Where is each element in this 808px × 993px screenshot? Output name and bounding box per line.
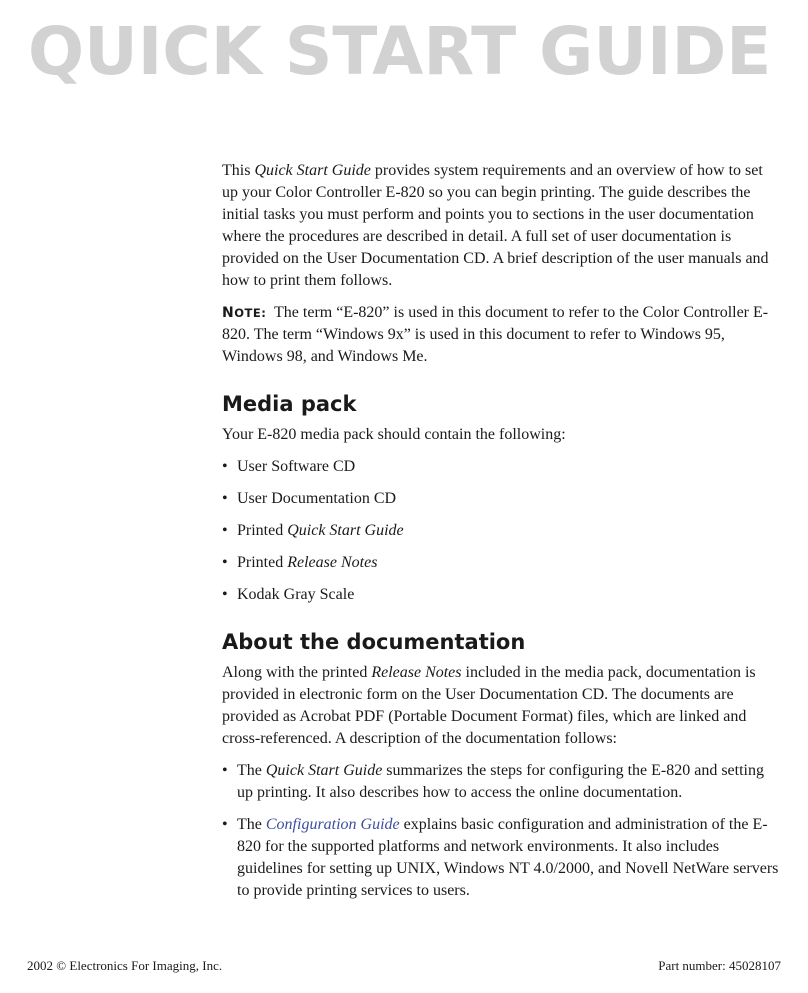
- configuration-guide-link[interactable]: Configuration Guide: [265, 816, 400, 833]
- footer-part-number: Part number: 45028107: [658, 958, 781, 973]
- bullet-icon: •: [222, 816, 228, 833]
- intro-text-rest: provides system requirements and an overview of how to set up your Color Controller E-820 so you can begin printing. The guide describes the initial tasks you must perform and points you to sections in the user documentation where the procedures are described in detail. A full set of user documentation is provided on the User Documentation CD. A brief description of the user manuals and how to print them follows.: [222, 162, 769, 289]
- main-content: [222, 160, 782, 902]
- release-notes-title: Release Notes: [371, 664, 462, 681]
- media-pack-list: [222, 456, 782, 606]
- list-item: • Kodak Gray Scale: [222, 584, 782, 606]
- list-item: • The Configuration Guide explains basic configuration and administration of the E-820 for the supported platforms and network environments. It also includes guidelines for setting up UNIX, Windows NT 4.0/2000, and Novell NetWare servers to provide printing services to users.: [222, 816, 779, 899]
- bullet-icon: •: [222, 762, 228, 779]
- bullet-icon: •: [222, 522, 228, 539]
- bullet-icon: •: [222, 490, 228, 507]
- list-item: • User Software CD: [222, 456, 782, 478]
- note-label: NOTE:: [222, 305, 267, 321]
- intro-paragraph: [222, 160, 782, 292]
- bullet-icon: •: [222, 554, 228, 571]
- documentation-list: [222, 760, 782, 902]
- intro-guide-name: Quick Start Guide: [254, 162, 371, 179]
- footer-copyright: 2002 © Electronics For Imaging, Inc.: [27, 958, 223, 973]
- media-pack-lead: Your E-820 media pack should contain the following:: [222, 426, 566, 443]
- about-docs-lead: Along with the printed Release Notes included in the media pack, documentation is provided in electronic form on the User Documentation CD. The documents are provided as Acrobat PDF (Portable Document Format) files, which are linked and cross-referenced. A description of the documentation follows:: [222, 664, 756, 747]
- note-paragraph: [222, 302, 782, 368]
- media-pack-heading: Media pack: [222, 392, 357, 416]
- list-item: • The Quick Start Guide summarizes the steps for configuring the E-820 and setting up printing. It also describes how to access the online documentation.: [222, 762, 764, 801]
- bullet-icon: •: [222, 458, 228, 475]
- list-item: • Printed Release Notes: [222, 552, 782, 574]
- intro-text-start: This: [222, 162, 255, 179]
- page-title: QUICK START GUIDE: [28, 13, 772, 90]
- note-text: The term “E-820” is used in this document to refer to the Color Controller E-820. The term “Windows 9x” is used in this document to refer to Windows 95, Windows 98, and Windows Me.: [222, 304, 769, 365]
- bullet-icon: •: [222, 586, 228, 603]
- list-item: • Printed Quick Start Guide: [222, 520, 782, 542]
- quick-start-guide-title: Quick Start Guide: [265, 762, 383, 779]
- list-item: • User Documentation CD: [222, 488, 782, 510]
- about-docs-heading: About the documentation: [222, 630, 526, 654]
